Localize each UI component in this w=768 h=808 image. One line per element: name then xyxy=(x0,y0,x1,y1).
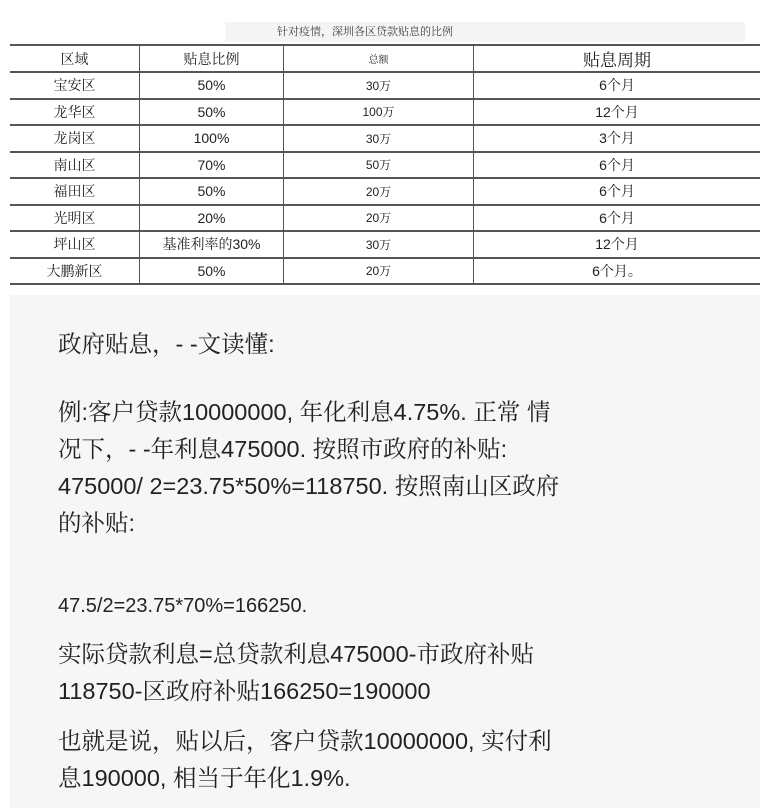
table-cell: 50% xyxy=(140,72,284,99)
table-row xyxy=(10,205,760,232)
paragraph-line: 息190000, 相当于年化1.9%. xyxy=(58,765,351,791)
paragraph-line: 况下，- -年利息475000. 按照市政府的补贴: xyxy=(58,436,508,462)
table-cell: 20万 xyxy=(284,178,474,205)
table-cell: 6个月 xyxy=(474,72,761,99)
table-cell: 宝安区 xyxy=(10,72,140,99)
table-cell: 光明区 xyxy=(10,205,140,232)
table-title: 针对疫情，深圳各区贷款贴息的比例 xyxy=(225,22,745,42)
paragraph-line: 118750-区政府补贴166250=190000 xyxy=(58,678,431,704)
table-cell: 20% xyxy=(140,205,284,232)
table-cell: 基准利率的30% xyxy=(140,231,284,258)
table-cell: 3个月 xyxy=(474,125,761,152)
header-row xyxy=(10,45,760,72)
table-cell: 30万 xyxy=(284,72,474,99)
paragraph-line: 也就是说，贴以后，客户贷款10000000, 实付利 xyxy=(58,728,552,754)
table-cell: 50% xyxy=(140,258,284,285)
table-cell: 南山区 xyxy=(10,152,140,179)
table-cell: 12个月 xyxy=(474,231,761,258)
table-cell: 6个月 xyxy=(474,152,761,179)
table-cell: 50% xyxy=(140,178,284,205)
subsidy-table xyxy=(10,44,760,285)
table-cell: 70% xyxy=(140,152,284,179)
paragraph-line: 例:客户贷款10000000, 年化利息4.75%. 正常 情 xyxy=(58,399,551,425)
table-cell: 100% xyxy=(140,125,284,152)
column-header: 总额 xyxy=(284,45,474,72)
paragraph-line: 475000/ 2=23.75*50%=118750. 按照南山区政府 xyxy=(58,473,560,499)
table-cell: 6个月 xyxy=(474,205,761,232)
table-cell: 福田区 xyxy=(10,178,140,205)
paragraph-line: 实际贷款利息=总贷款利息475000-市政府补贴 xyxy=(58,641,534,667)
table-row xyxy=(10,178,760,205)
table-cell: 30万 xyxy=(284,125,474,152)
column-header: 贴息周期 xyxy=(474,45,761,72)
table-cell: 100万 xyxy=(284,99,474,126)
table-cell: 6个月。 xyxy=(474,258,761,285)
table-row xyxy=(10,231,760,258)
table-cell: 龙华区 xyxy=(10,99,140,126)
table-cell: 龙岗区 xyxy=(10,125,140,152)
column-header: 区域 xyxy=(10,45,140,72)
heading: 政府贴息，- -文读懂: xyxy=(58,331,275,357)
paragraph-line: 的补贴: xyxy=(58,510,136,536)
paragraph-line: 47.5/2=23.75*70%=166250. xyxy=(58,595,308,617)
table-cell: 20万 xyxy=(284,258,474,285)
table-cell: 12个月 xyxy=(474,99,761,126)
table-cell: 30万 xyxy=(284,231,474,258)
table-row xyxy=(10,258,760,285)
column-header: 贴息比例 xyxy=(140,45,284,72)
table-row xyxy=(10,152,760,179)
table-row xyxy=(10,99,760,126)
table-row xyxy=(10,72,760,99)
table-cell: 20万 xyxy=(284,205,474,232)
table-cell: 50万 xyxy=(284,152,474,179)
table-cell: 坪山区 xyxy=(10,231,140,258)
table-cell: 大鹏新区 xyxy=(10,258,140,285)
table-cell: 50% xyxy=(140,99,284,126)
table-row xyxy=(10,125,760,152)
table-cell: 6个月 xyxy=(474,178,761,205)
